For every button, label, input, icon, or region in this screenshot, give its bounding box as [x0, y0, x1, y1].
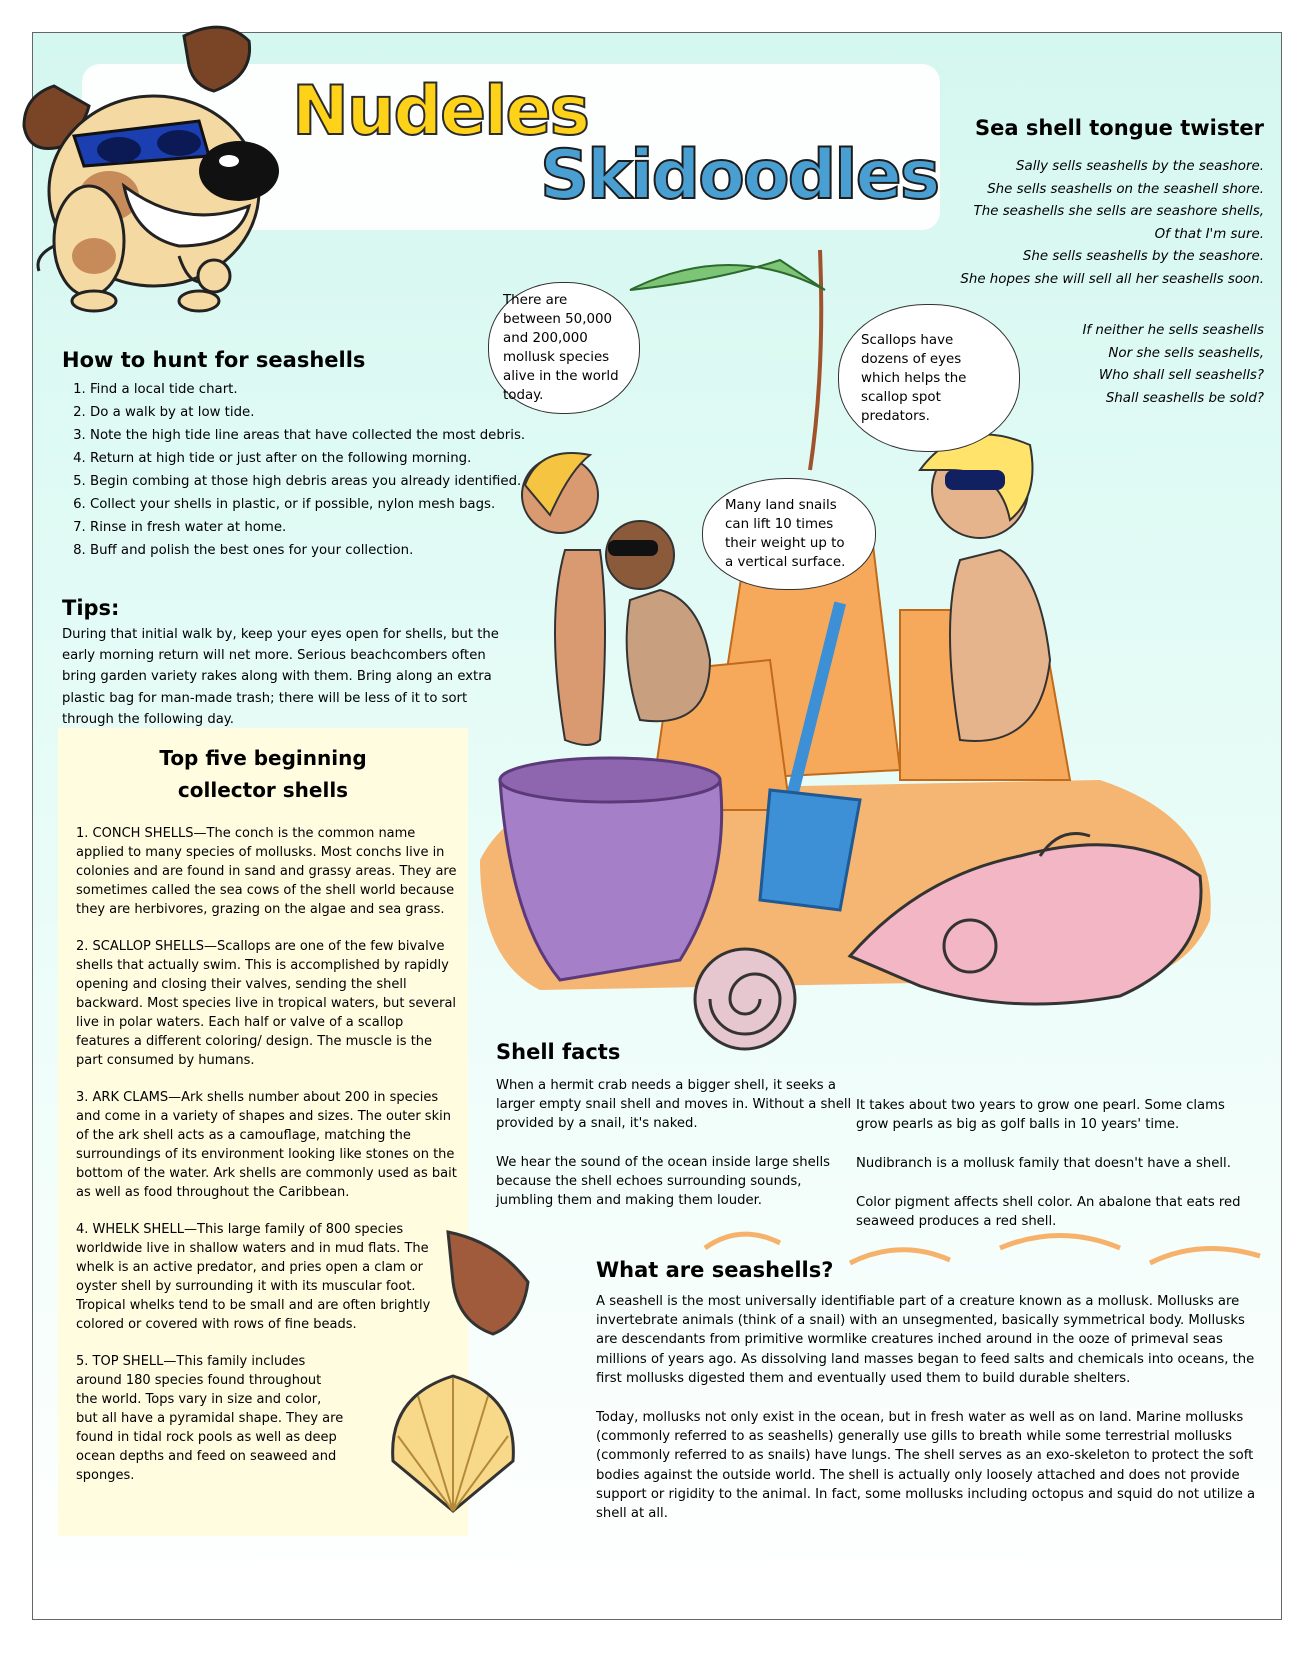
- top-five-item: 3. ARK CLAMS—Ark shells number about 200 in species and come in a variety of shapes and sizes. The outer skin of the ark shell acts as a camouflage, matching the surroundings of its environment looking like stones on the bottom of the water. Ark shells are commonly used as bait as well as food throughout the Caribbean.: [76, 1090, 457, 1200]
- tips-heading: Tips:: [62, 596, 120, 620]
- hunt-steps-list: [62, 378, 542, 562]
- bubble-snails-text: Many land snails can lift 10 times their weight up to a vertical surface.: [725, 498, 846, 570]
- shell-facts-left-column: [496, 1076, 858, 1230]
- whelk-shell-illustration: [438, 1222, 538, 1342]
- bubble-species-text: There are between 50,000 and 200,000 mollusk species alive in the world today.: [503, 293, 619, 403]
- twister-line: She sells seashells on the seashell shore.: [987, 181, 1264, 197]
- tips-section: [62, 596, 522, 730]
- twister-line: Who shall sell seashells?: [1098, 368, 1264, 383]
- twister-line: Shall seashells be sold?: [1105, 390, 1264, 406]
- what-are-seashells-section: [596, 1258, 1260, 1543]
- shell-fact: We hear the sound of the ocean inside large shells because the shell echoes surrounding sounds, jumbling them and making them louder.: [496, 1155, 830, 1208]
- scallop-shell-illustration: [378, 1366, 528, 1516]
- shell-facts-section: [496, 1040, 1276, 1229]
- speech-bubble-scallops: [838, 304, 1020, 452]
- top-five-heading-line1: Top five beginning: [159, 746, 367, 770]
- shell-facts-right-column: [856, 1096, 1256, 1251]
- twister-line: She sells seashells by the seashore.: [1022, 249, 1264, 264]
- twister-line: The seashells she sells are seashore shells,: [973, 204, 1264, 219]
- shell-fact: Color pigment affects shell color. An abalone that eats red seaweed produces a red shell.: [856, 1195, 1241, 1229]
- top-five-item: 4. WHELK SHELL—This large family of 800 species worldwide live in shallow waters and in mud flats. The whelk is an active predator, and pries open a clam or oyster shell by surrounding it with its muscular foot. Tropical whelks tend to be small and are often brightly colored or covered with rows of fine beads.: [76, 1222, 431, 1332]
- twister-line: Sally sells seashells by the seashore.: [1015, 159, 1264, 174]
- speech-bubble-species: [488, 282, 640, 414]
- title-nudeles: Nudeles: [292, 72, 589, 151]
- top-five-item: 1. CONCH SHELLS—The conch is the common name applied to many species of mollusks. Most conchs live in colonies and are found in sand and grassy areas. They are sometimes called the sea cows of the shell world because they are herbivores, grazing on the algae and sea grass.: [76, 826, 457, 917]
- hunt-step: 7. Rinse in fresh water at home.: [90, 516, 542, 539]
- hunt-step: 8. Buff and polish the best ones for your collection.: [90, 539, 542, 562]
- shell-fact: It takes about two years to grow one pearl. Some clams grow pearls as big as golf balls in 10 years' time.: [856, 1098, 1225, 1132]
- shell-fact: Nudibranch is a mollusk family that doesn't have a shell.: [856, 1156, 1231, 1171]
- dog-mascot-illustration: [14, 16, 304, 316]
- hunt-step: 6. Collect your shells in plastic, or if possible, nylon mesh bags.: [90, 493, 542, 516]
- hunt-step: 2. Do a walk by at low tide.: [90, 401, 542, 424]
- what-heading: What are seashells?: [596, 1258, 834, 1282]
- top-five-item: 2. SCALLOP SHELLS—Scallops are one of the few bivalve shells that actually swim. This is accomplished by rapidly opening and closing their valves, sending the shell backward. Most species live in tropical waters, but several live in polar waters. Each half or valve of a scallop features a different coloring/ design. The muscle is the part consumed by humans.: [76, 939, 457, 1068]
- what-paragraph-2: Today, mollusks not only exist in the ocean, but in fresh water as well as on land. Marine mollusks (commonly referred to as seashells) generally use gills to breath while some terrestrial mollusks (commonly referred to as snails) have lungs. The shell serves as an exo-skeleton to protect the soft bodies against the outside world. The shell is actually only loosely attached and does not provide support or rigidity to the animal. In fact, some mollusks including octopus and squid do not utilize a shell at all.: [596, 1410, 1256, 1522]
- hunt-step: 1. Find a local tide chart.: [90, 378, 542, 401]
- top-five-heading: [58, 742, 468, 806]
- shell-facts-heading: Shell facts: [496, 1040, 621, 1064]
- shell-fact: When a hermit crab needs a bigger shell, it seeks a larger empty snail shell and moves in. Without a shell provided by a snail, it's naked.: [496, 1078, 852, 1131]
- twister-line: She hopes she will sell all her seashells soon.: [960, 271, 1264, 287]
- conch-shell-illustration: [840, 816, 1220, 1016]
- tips-text: During that initial walk by, keep your eyes open for shells, but the early morning return will net more. Serious beachcombers often bring garden variety rakes along with them. Bring along an extra plastic bag for man-made trash; there will be less of it to sort through the following day.: [62, 627, 499, 727]
- twister-heading: Sea shell tongue twister: [975, 116, 1264, 140]
- hunt-step: 5. Begin combing at those high debris areas you already identified.: [90, 470, 542, 493]
- top-five-heading-line2: collector shells: [177, 778, 349, 802]
- twister-line: Nor she sells seashells,: [1108, 345, 1264, 361]
- what-paragraph-1: A seashell is the most universally identifiable part of a creature known as a mollusk. Mollusks are invertebrate animals (think of a snail) with an unsegmented, basically symmetrical body. Mollusks are descendants from primitive wormlike creatures inched around in the ooze of primeval seas millions of years ago. As dissolving land masses began to feed salts and chemicals into oceans, the first mollusks digested them and eventually used them to build durable shelters.: [596, 1294, 1255, 1386]
- speech-bubble-snails: [702, 478, 876, 590]
- bubble-scallops-text: Scallops have dozens of eyes which helps the scallop spot predators.: [861, 332, 967, 424]
- hunt-step: 3. Note the high tide line areas that have collected the most debris.: [90, 424, 542, 447]
- title-skidoodles: Skidoodles: [540, 136, 939, 215]
- snail-shell-illustration: [690, 944, 800, 1054]
- hunt-step: 4. Return at high tide or just after on the following morning.: [90, 447, 542, 470]
- twister-line: Of that I'm sure.: [1154, 226, 1264, 242]
- twister-line: If neither he sells seashells: [1082, 323, 1264, 338]
- how-to-hunt-section: [62, 348, 542, 562]
- top-five-item: 5. TOP SHELL—This family includes around 180 species found throughout the world. Tops vary in size and color, but all have a pyramidal shape. They are found in tidal rock pools as well as deep ocean depths and feed on seaweed and sponges.: [76, 1354, 344, 1483]
- hunt-heading: How to hunt for seashells: [62, 348, 366, 372]
